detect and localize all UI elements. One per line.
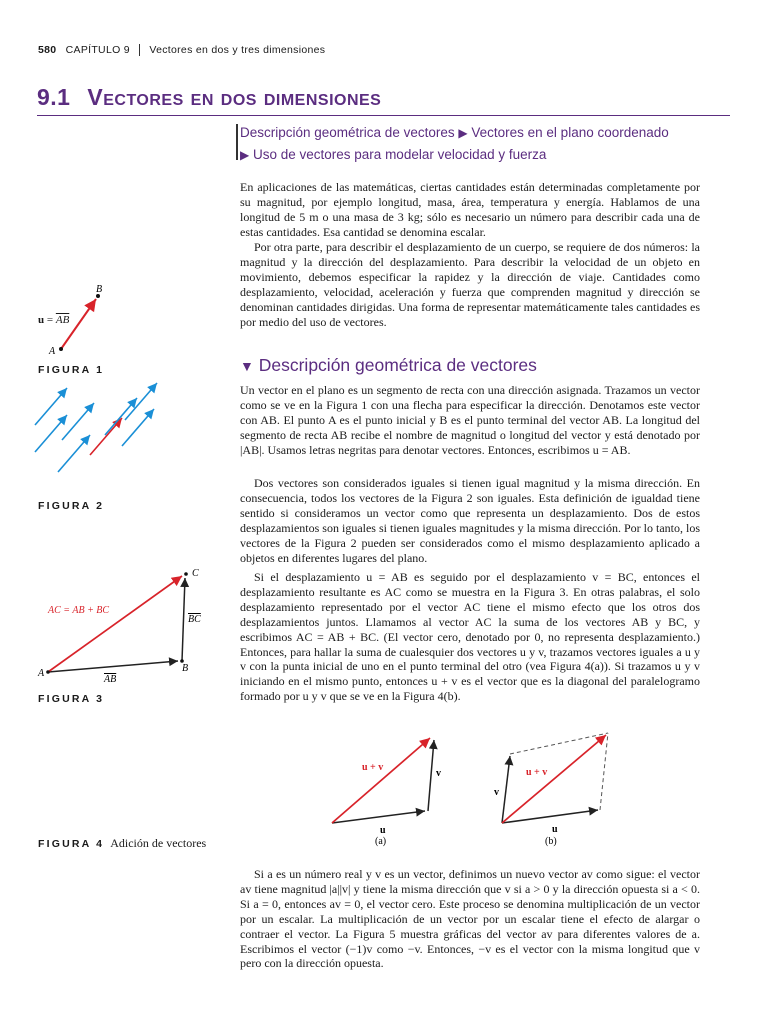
intro-paragraph-1: En aplicaciones de las matemáticas, ciertas cantidades están determinadas completamente por su magnitud, por ejemplo longitud, masa, área, temperatura y energía. Hablamos de una longitud de 5 m o una masa de 3 kg; sólo es necesario un número para describir cada una de estas cantidades. Esa cantidad se denomina escalar. bbox=[240, 180, 700, 239]
vector-5 bbox=[105, 398, 137, 435]
toc-bar bbox=[236, 124, 238, 160]
section-rule bbox=[37, 115, 730, 116]
vector-red bbox=[90, 418, 122, 455]
sum-label: u + v bbox=[362, 762, 384, 773]
body-paragraph-2: Dos vectores son considerados iguales si tienen igual magnitud y la misma dirección. En consecuencia, todos los vectores de la Figura 2 son iguales. Esta definición de igualdad tiene sentido si consideramos un vector como que representa un desplazamiento. Dos de estos desplazamientos son iguales si tienen iguales magnitudes y la misma dirección. Por lo tanto, los vectores de la Figura 2 pueden ser considerados como el mismo desplazamiento aplicado a objetos en diferentes lugares del plano. bbox=[240, 476, 700, 565]
figure-3-diagram bbox=[30, 560, 220, 690]
point-a-label: A bbox=[38, 668, 45, 679]
figure-1-label: FIGURA 1 bbox=[38, 364, 105, 376]
figure-2-diagram bbox=[30, 380, 170, 490]
point-a bbox=[59, 347, 63, 351]
section-toc bbox=[240, 122, 720, 166]
vector-u bbox=[332, 811, 425, 823]
triangle-icon: ▶ bbox=[458, 126, 468, 140]
v-label: v bbox=[436, 768, 441, 779]
sum-label: u + v bbox=[526, 767, 548, 778]
figure-4-number: FIGURA 4 bbox=[38, 838, 105, 850]
chapter-title: Vectores en dos y tres dimensiones bbox=[149, 44, 326, 56]
vector-bc bbox=[182, 578, 185, 661]
point-b-label: B bbox=[96, 284, 103, 295]
chapter-label: CAPÍTULO 9 bbox=[65, 44, 130, 56]
u-label: u bbox=[380, 825, 386, 836]
point-c-label: C bbox=[192, 568, 199, 579]
subheading-text: Descripción geométrica de vectores bbox=[258, 355, 537, 375]
subfigure-a-label: (a) bbox=[375, 836, 387, 847]
vector-v bbox=[428, 740, 434, 811]
vector-sum bbox=[502, 735, 606, 823]
toc-item-1[interactable]: Descripción geométrica de vectores bbox=[240, 125, 455, 140]
point-b-label: B bbox=[182, 663, 189, 674]
u-label: u bbox=[552, 824, 558, 835]
vector-v bbox=[502, 756, 510, 823]
point-a-label: A bbox=[49, 346, 56, 357]
subfigure-b-label: (b) bbox=[545, 836, 557, 847]
vector-6 bbox=[125, 383, 157, 420]
v-label: v bbox=[494, 787, 499, 798]
bc-label: BC bbox=[188, 614, 201, 625]
toc-item-2[interactable]: Vectores en el plano coordenado bbox=[471, 125, 669, 140]
fig1-equation: $u = \overline{AB}$ bbox=[38, 314, 70, 326]
section-number: 9.1 bbox=[37, 84, 71, 110]
body-paragraph-4: Si a es un número real y v es un vector, definimos un nuevo vector av como sigue: el vector av tiene magnitud |a||v| y tiene la misma dirección que v si a > 0 y la dirección opuesta si a < 0. Si a = 0, entonces av = 0, el vector cero. Este proceso se denomina multiplicación de un vector por un escalar. La multiplicación de un vector por un escalar tiene el efecto de alargar o contraer el vector. La Figura 5 muestra gráficas del vector av para diferentes valores de a. Escribimos el vector (−1)v como −v. Entonces, −v es el vector con la misma longitud que v pero con la dirección opuesta. bbox=[240, 867, 700, 971]
divider bbox=[139, 44, 140, 56]
section-name: Vectores en dos dimensiones bbox=[87, 84, 382, 110]
running-head bbox=[38, 44, 325, 56]
page-number: 580 bbox=[38, 44, 57, 56]
dashed-edge-top bbox=[510, 733, 608, 754]
vector-ac bbox=[48, 576, 182, 672]
triangle-down-icon: ▼ bbox=[240, 358, 254, 374]
ab-label: AB bbox=[104, 674, 117, 685]
figure-4-label bbox=[38, 836, 206, 851]
figure-2-label: FIGURA 2 bbox=[38, 500, 105, 512]
point-a bbox=[46, 670, 50, 674]
vector-u bbox=[502, 810, 598, 823]
figure-4-diagram bbox=[320, 720, 640, 850]
sum-equation: AC = AB + BC bbox=[48, 605, 110, 616]
vector-ab bbox=[48, 661, 178, 672]
triangle-icon: ▶ bbox=[240, 148, 250, 162]
point-c bbox=[184, 572, 188, 576]
vector-sum bbox=[332, 738, 430, 823]
body-paragraph-1: Un vector en el plano es un segmento de recta con una dirección asignada. Trazamos un vector como se ve en la Figura 1 con una flecha para especificar la dirección. Denotamos este vector con AB. El punto A es el punto inicial y B es el punto terminal del vector AB. La longitud del segmento de recta AB recibe el nombre de magnitud o longitud del vector y está denotado por |AB|. Usamos letras negritas para denotar vectores. Entonces, escribimos u = AB. bbox=[240, 383, 700, 457]
section-title bbox=[37, 84, 381, 111]
figure-3-label: FIGURA 3 bbox=[38, 693, 105, 705]
vector-3 bbox=[58, 435, 90, 472]
figure-4-caption: Adición de vectores bbox=[110, 836, 207, 850]
subheading bbox=[240, 355, 537, 376]
dashed-edge-right bbox=[600, 733, 608, 810]
body-paragraph-3: Si el desplazamiento u = AB es seguido por el desplazamiento v = BC, entonces el desplazamiento resultante es AC como se muestra en la Figura 3. En otras palabras, el solo desplazamiento representado por el vector AC tiene el mismo efecto que los otros dos desplazamientos juntos. Llamamos al vector AC la suma de los vectores AB y BC, y escribimos AC = AB + BC. (El vector cero, denotado por 0, no representa desplazamiento.) Entonces, para hallar la suma de cualesquier dos vectores u y v, trazamos vectores iguales a u y v con la punta inicial de uno en el punto terminal del otro (vea Figura 4(a)). Si trazamos u y v iniciando en el mismo punto, entonces u + v es el vector que es la diagonal del paralelogramo formado por u y v que se ve en la Figura 4(b). bbox=[240, 570, 700, 704]
vector-7 bbox=[122, 409, 154, 446]
vector-4 bbox=[62, 403, 94, 440]
intro-paragraph-2: Por otra parte, para describir el desplazamiento de un cuerpo, se requiere de dos números: la magnitud y la dirección del desplazamiento. Para describir la velocidad de un objeto en movimiento, debemos especificar la rapidez y la dirección de viaje. Cantidades como desplazamiento, velocidad, aceleración y fuerza que comprenden magnitud y dirección se denominan cantidades dirigidas. Una forma de representar matemáticamente tales cantidades es por medio del uso de vectores. bbox=[240, 240, 700, 329]
toc-item-3[interactable]: Uso de vectores para modelar velocidad y fuerza bbox=[253, 147, 547, 162]
